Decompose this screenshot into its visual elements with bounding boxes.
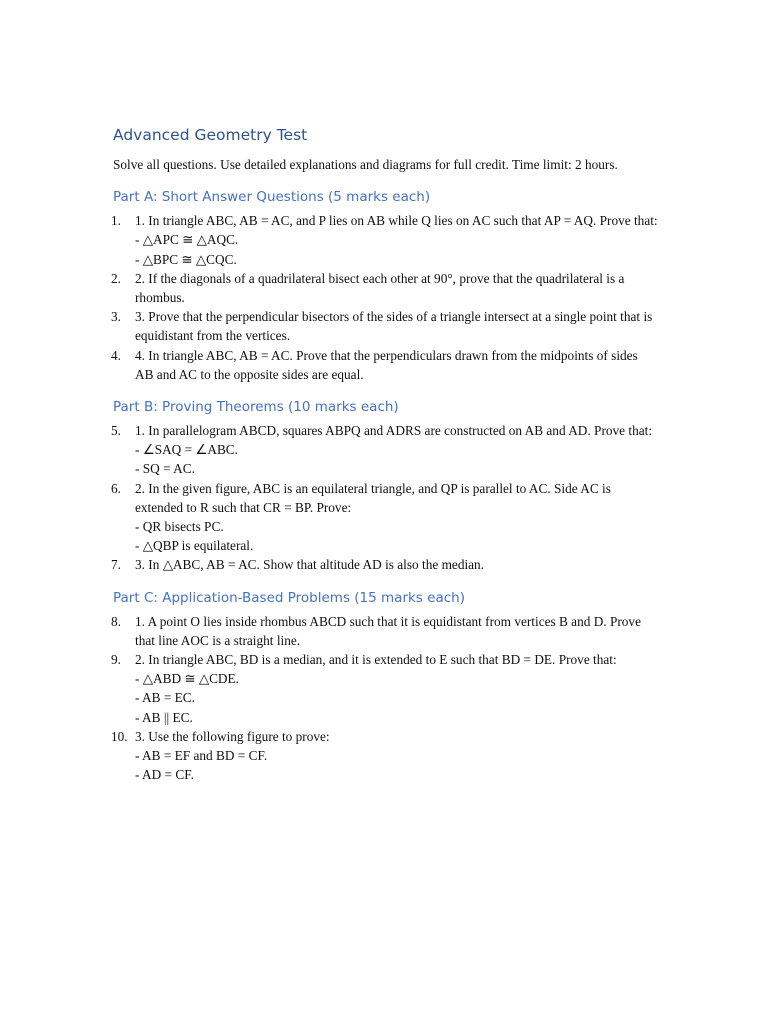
question-number: 8. bbox=[111, 613, 121, 629]
question-subpart: - △ABD ≅ △CDE. bbox=[135, 671, 239, 687]
document-content bbox=[113, 124, 658, 796]
question-item bbox=[113, 211, 658, 269]
question-text: 2. In triangle ABC, BD is a median, and it is extended to E such that BD = DE. Prove that: bbox=[135, 652, 617, 668]
question-number: 7. bbox=[111, 557, 121, 573]
question-number: 9. bbox=[111, 652, 121, 668]
question-subpart: - AB = EF and BD = CF. bbox=[135, 748, 268, 764]
question-number: 1. bbox=[111, 213, 121, 229]
question-number: 2. bbox=[111, 270, 121, 286]
question-subpart: - AD = CF. bbox=[135, 767, 194, 783]
section-heading-part-a: Part A: Short Answer Questions (5 marks each) bbox=[113, 189, 431, 206]
section-heading-part-c: Part C: Application-Based Problems (15 marks each) bbox=[113, 589, 465, 606]
question-text: 1. In parallelogram ABCD, squares ABPQ and ADRS are constructed on AB and AD. Prove that: bbox=[135, 423, 653, 439]
question-item bbox=[113, 650, 658, 727]
document-title: Advanced Geometry Test bbox=[113, 126, 308, 144]
question-text: 3. Use the following figure to prove: bbox=[135, 728, 330, 744]
question-item bbox=[113, 269, 658, 307]
question-list-part-c bbox=[113, 612, 658, 785]
question-item bbox=[113, 346, 658, 384]
question-subpart: - △QBP is equilateral. bbox=[135, 538, 254, 554]
question-number: 3. bbox=[111, 309, 121, 325]
question-item bbox=[113, 307, 658, 345]
question-list-part-b bbox=[113, 421, 658, 575]
question-item bbox=[113, 479, 658, 556]
question-number: 10. bbox=[111, 728, 128, 744]
question-item bbox=[113, 727, 658, 785]
question-text: 3. In △ABC, AB = AC. Show that altitude AD is also the median. bbox=[135, 557, 485, 573]
question-number: 4. bbox=[111, 347, 121, 363]
question-text: 2. If the diagonals of a quadrilateral bisect each other at 90°, prove that the quadrilateral is a rhombus. bbox=[135, 270, 625, 306]
question-subpart: - QR bisects PC. bbox=[135, 519, 224, 535]
question-text: 4. In triangle ABC, AB = AC. Prove that the perpendiculars drawn from the midpoints of sides AB and AC to the opposite sides are equal. bbox=[135, 347, 638, 382]
question-number: 6. bbox=[111, 480, 121, 496]
question-subpart: - SQ = AC. bbox=[135, 461, 195, 477]
question-subpart: - △APC ≅ △AQC. bbox=[135, 232, 239, 248]
question-number: 5. bbox=[111, 423, 121, 439]
question-text: 2. In the given figure, ABC is an equilateral triangle, and QP is parallel to AC. Side AC is extended to R such that CR = BP. Prove: bbox=[135, 480, 611, 515]
question-text: 1. In triangle ABC, AB = AC, and P lies on AB while Q lies on AC such that AP = AQ. Prove that: bbox=[135, 213, 658, 229]
question-subpart: - AB = EC. bbox=[135, 690, 195, 706]
section-heading-part-b: Part B: Proving Theorems (10 marks each) bbox=[113, 399, 399, 416]
question-subpart: - ∠SAQ = ∠ABC. bbox=[135, 442, 239, 458]
instructions: Solve all questions. Use detailed explanations and diagrams for full credit. Time limit: 2 hours. bbox=[113, 157, 618, 172]
question-subpart: - AB || EC. bbox=[135, 709, 193, 725]
question-subpart: - △BPC ≅ △CQC. bbox=[135, 251, 237, 267]
question-item bbox=[113, 612, 658, 650]
question-item bbox=[113, 555, 658, 574]
question-list-part-a bbox=[113, 211, 658, 384]
question-text: 1. A point O lies inside rhombus ABCD such that it is equidistant from vertices B and D. Prove that line AOC is a straight line. bbox=[135, 613, 641, 648]
question-item bbox=[113, 421, 658, 479]
question-text: 3. Prove that the perpendicular bisectors of the sides of a triangle intersect at a single point that is equidistant from the vertices. bbox=[135, 309, 653, 344]
